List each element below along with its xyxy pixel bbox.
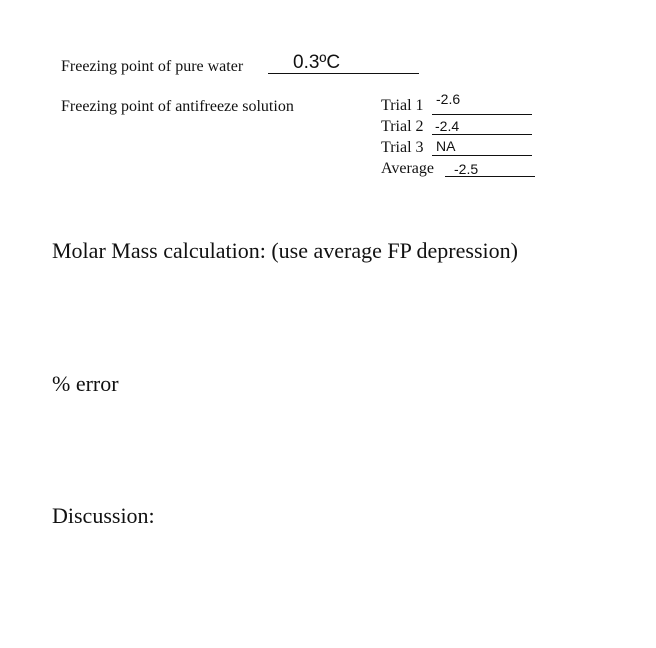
trial-1-label: Trial 1 xyxy=(381,97,424,114)
percent-error-heading: % error xyxy=(52,371,119,396)
trial-1-value[interactable]: -2.6 xyxy=(436,91,461,107)
antifreeze-label: Freezing point of antifreeze solution xyxy=(61,98,294,115)
trial-2-label: Trial 2 xyxy=(381,118,424,135)
trial-2-underline xyxy=(432,134,532,135)
pure-water-value[interactable]: 0.3ºC xyxy=(293,52,341,73)
pure-water-label: Freezing point of pure water xyxy=(61,58,244,75)
molar-mass-heading: Molar Mass calculation: (use average FP depression) xyxy=(52,238,518,263)
average-value[interactable]: -2.5 xyxy=(454,161,479,177)
trial-3-underline xyxy=(432,155,532,156)
average-label: Average xyxy=(381,160,434,177)
pure-water-underline xyxy=(268,73,419,74)
trial-2-value[interactable]: -2.4 xyxy=(435,118,460,134)
trial-3-value[interactable]: NA xyxy=(436,138,456,154)
discussion-heading: Discussion: xyxy=(52,503,155,528)
trial-3-label: Trial 3 xyxy=(381,139,424,156)
trial-1-underline xyxy=(432,114,532,115)
